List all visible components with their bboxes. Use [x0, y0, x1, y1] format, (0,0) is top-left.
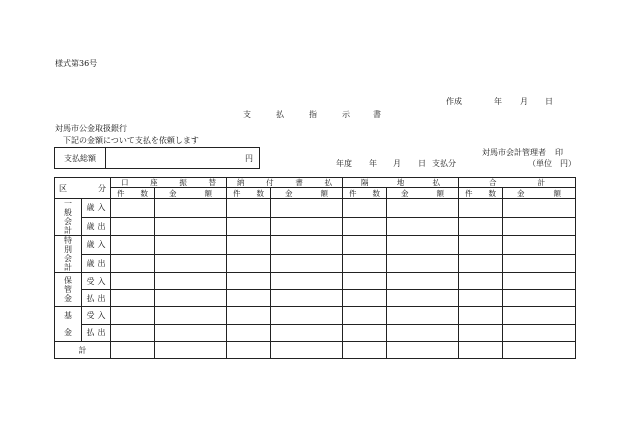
section-general-account: 一 般 会 計 [55, 199, 82, 236]
count-cell[interactable] [459, 324, 503, 342]
row-label: 歳 入 [82, 199, 111, 218]
count-cell[interactable] [343, 324, 387, 342]
fiscal-suffix: 支払分 [432, 159, 456, 168]
amount-cell[interactable] [503, 254, 576, 273]
row-label: 受 入 [82, 307, 111, 325]
amount-cell[interactable] [271, 273, 343, 290]
count-cell[interactable] [459, 273, 503, 290]
table-row [55, 307, 576, 325]
section-special-account: 特 別 会 計 [55, 236, 82, 273]
count-cell[interactable] [227, 254, 271, 273]
amount-header: 金 額 [271, 188, 343, 199]
creation-month: 月 [520, 97, 528, 106]
amount-cell[interactable] [155, 324, 227, 342]
count-cell[interactable] [111, 217, 155, 236]
count-cell[interactable] [343, 290, 387, 307]
group-header-total: 合 計 [459, 178, 576, 188]
creation-label: 作成 [446, 97, 462, 106]
fiscal-nendo: 年度 [336, 159, 352, 168]
unit-label: （単位 円） [528, 159, 576, 168]
count-header: 件 数 [111, 188, 155, 199]
count-cell[interactable] [343, 307, 387, 325]
count-cell[interactable] [111, 307, 155, 325]
count-cell[interactable] [111, 342, 155, 359]
amount-cell[interactable] [155, 217, 227, 236]
category-header: 区 分 [55, 178, 111, 199]
count-cell[interactable] [227, 217, 271, 236]
amount-cell[interactable] [503, 324, 576, 342]
group-header-account-transfer: 口 座 振 替 [111, 178, 227, 188]
count-cell[interactable] [459, 290, 503, 307]
count-cell[interactable] [459, 236, 503, 255]
count-cell[interactable] [111, 324, 155, 342]
amount-cell[interactable] [503, 236, 576, 255]
count-cell[interactable] [343, 254, 387, 273]
count-cell[interactable] [343, 273, 387, 290]
count-cell[interactable] [111, 236, 155, 255]
count-cell[interactable] [111, 273, 155, 290]
amount-cell[interactable] [503, 199, 576, 218]
amount-header: 金 額 [387, 188, 459, 199]
table-row [55, 217, 576, 236]
count-cell[interactable] [459, 254, 503, 273]
amount-cell[interactable] [271, 199, 343, 218]
currency-unit: 円 [245, 153, 253, 163]
form-number: 様式第36号 [55, 59, 98, 68]
count-cell[interactable] [227, 324, 271, 342]
section-custody-fund: 保 管 金 [55, 273, 82, 307]
manager-title: 対馬市会計管理者 [482, 148, 546, 157]
section-fund: 基 金 [55, 307, 82, 342]
count-cell[interactable] [227, 290, 271, 307]
amount-cell[interactable] [387, 217, 459, 236]
count-cell[interactable] [227, 273, 271, 290]
amount-cell[interactable] [271, 236, 343, 255]
count-header: 件 数 [343, 188, 387, 199]
amount-cell[interactable] [387, 236, 459, 255]
row-label: 受 入 [82, 273, 111, 290]
amount-cell[interactable] [387, 342, 459, 359]
amount-cell[interactable] [271, 342, 343, 359]
amount-cell[interactable] [155, 199, 227, 218]
title-char: 支 [243, 110, 251, 119]
table-row [55, 290, 576, 307]
amount-cell[interactable] [155, 236, 227, 255]
count-cell[interactable] [459, 217, 503, 236]
amount-cell[interactable] [271, 290, 343, 307]
title-char: 指 [309, 110, 317, 119]
fiscal-month: 月 [393, 159, 401, 168]
amount-cell[interactable] [387, 290, 459, 307]
amount-cell[interactable] [387, 273, 459, 290]
fiscal-day: 日 [418, 159, 426, 168]
amount-cell[interactable] [503, 307, 576, 325]
count-cell[interactable] [343, 236, 387, 255]
count-cell[interactable] [459, 342, 503, 359]
table-row [55, 254, 576, 273]
amount-cell[interactable] [503, 273, 576, 290]
amount-cell[interactable] [155, 290, 227, 307]
total-row-label: 計 [55, 342, 111, 359]
count-cell[interactable] [459, 199, 503, 218]
creation-year: 年 [494, 97, 502, 106]
amount-cell[interactable] [503, 217, 576, 236]
amount-cell[interactable] [155, 273, 227, 290]
amount-cell[interactable] [503, 290, 576, 307]
amount-cell[interactable] [503, 342, 576, 359]
total-row [55, 342, 576, 359]
group-header-remote-payment: 隔 地 払 [343, 178, 459, 188]
title-char: 払 [276, 110, 284, 119]
count-header: 件 数 [227, 188, 271, 199]
row-label: 払 出 [82, 290, 111, 307]
count-cell[interactable] [227, 342, 271, 359]
table-row [55, 199, 576, 218]
title-char: 示 [342, 110, 350, 119]
payment-table [54, 177, 576, 359]
table-row [55, 273, 576, 290]
payment-total-field[interactable] [106, 148, 259, 168]
addressee: 対馬市公金取扱銀行 [55, 124, 127, 133]
creation-day: 日 [545, 97, 553, 106]
amount-cell[interactable] [271, 254, 343, 273]
row-label: 払 出 [82, 324, 111, 342]
count-header: 件 数 [459, 188, 503, 199]
count-cell[interactable] [111, 199, 155, 218]
request-text: 下記の金額について支払を依頼します [63, 136, 199, 145]
payment-total-box [54, 147, 260, 169]
payment-total-label: 支払総額 [55, 148, 106, 168]
count-cell[interactable] [111, 290, 155, 307]
amount-cell[interactable] [387, 199, 459, 218]
row-label: 歳 出 [82, 254, 111, 273]
amount-cell[interactable] [155, 307, 227, 325]
count-cell[interactable] [343, 217, 387, 236]
count-cell[interactable] [343, 199, 387, 218]
count-cell[interactable] [227, 236, 271, 255]
amount-cell[interactable] [387, 324, 459, 342]
amount-header: 金 額 [503, 188, 576, 199]
table-row [55, 324, 576, 342]
amount-header: 金 額 [155, 188, 227, 199]
amount-cell[interactable] [271, 217, 343, 236]
manager-seal: 印 [555, 148, 563, 157]
count-cell[interactable] [343, 342, 387, 359]
amount-cell[interactable] [387, 307, 459, 325]
title-char: 書 [373, 110, 381, 119]
amount-cell[interactable] [387, 254, 459, 273]
amount-cell[interactable] [271, 307, 343, 325]
count-cell[interactable] [459, 307, 503, 325]
amount-cell[interactable] [271, 324, 343, 342]
count-cell[interactable] [227, 199, 271, 218]
row-label: 歳 出 [82, 217, 111, 236]
table-row [55, 236, 576, 255]
row-label: 歳 入 [82, 236, 111, 255]
amount-cell[interactable] [155, 254, 227, 273]
group-header-payment-slip: 納 付 書 払 [227, 178, 343, 188]
fiscal-year: 年 [369, 159, 377, 168]
count-cell[interactable] [111, 254, 155, 273]
amount-cell[interactable] [155, 342, 227, 359]
count-cell[interactable] [227, 307, 271, 325]
